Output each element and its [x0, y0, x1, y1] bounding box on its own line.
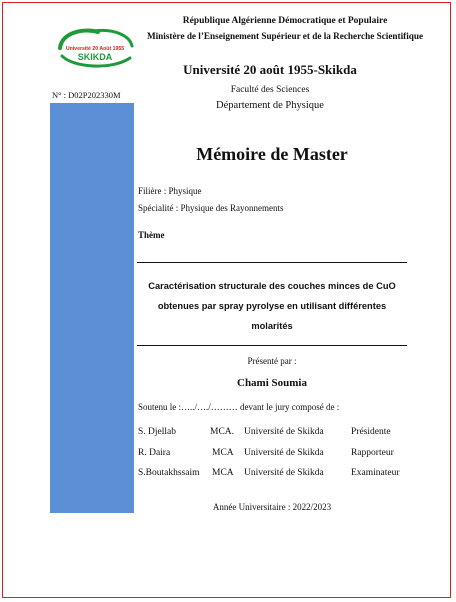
republic-heading: République Algérienne Démocratique et Populaire — [182, 16, 388, 26]
jury-institution: Université de Skikda — [244, 468, 324, 478]
defense-line: Soutenu le :…../…./……… devant le jury composé de : — [138, 402, 340, 412]
field-label: Filière : Physique — [138, 186, 202, 196]
theme-label: Thème — [138, 230, 165, 240]
jury-institution: Université de Skikda — [244, 427, 324, 437]
logo-arc-text: Université 20 Août 1955 — [65, 46, 125, 52]
jury-grade: MCA — [212, 468, 234, 478]
theme-line: Caractérisation structurale des couches minces de CuO — [148, 281, 396, 291]
university-name: Université 20 août 1955-Skikda — [183, 62, 357, 77]
university-logo — [54, 26, 136, 70]
jury-role: Présidente — [351, 427, 391, 437]
jury-grade: MCA — [212, 448, 234, 458]
author-name: Chami Soumia — [237, 377, 307, 389]
document-title: Mémoire de Master — [196, 144, 348, 164]
theme-line: molarités — [251, 321, 293, 331]
theme-line: obtenues par spray pyrolyse en utilisant différentes — [157, 301, 387, 311]
jury-name: R. Daira — [138, 448, 171, 458]
theme-title — [137, 276, 407, 336]
reference-number: N° : D02P202330M — [52, 90, 121, 100]
presented-by-label: Présenté par : — [247, 356, 297, 366]
logo-name: SKIKDA — [77, 52, 113, 62]
jury-name: S. Djellab — [138, 427, 176, 437]
jury-institution: Université de Skikda — [244, 448, 324, 458]
jury-role: Examinateur — [351, 468, 400, 478]
ministry-heading: Ministère de l’Enseignement Supérieur et de la Recherche Scientifique — [146, 31, 424, 41]
theme-top-rule — [137, 262, 407, 263]
blue-sidebar — [50, 103, 134, 513]
jury-role: Rapporteur — [351, 448, 394, 458]
department-name: Département de Physique — [216, 100, 324, 111]
academic-year: Année Universitaire : 2022/2023 — [212, 502, 332, 512]
theme-bottom-rule — [137, 345, 407, 346]
jury-name: S.Boutakhssaim — [138, 468, 200, 478]
faculty-name: Faculté des Sciences — [230, 85, 310, 95]
jury-grade: MCA. — [210, 427, 235, 437]
specialty-label: Spécialité : Physique des Rayonnements — [138, 203, 284, 213]
